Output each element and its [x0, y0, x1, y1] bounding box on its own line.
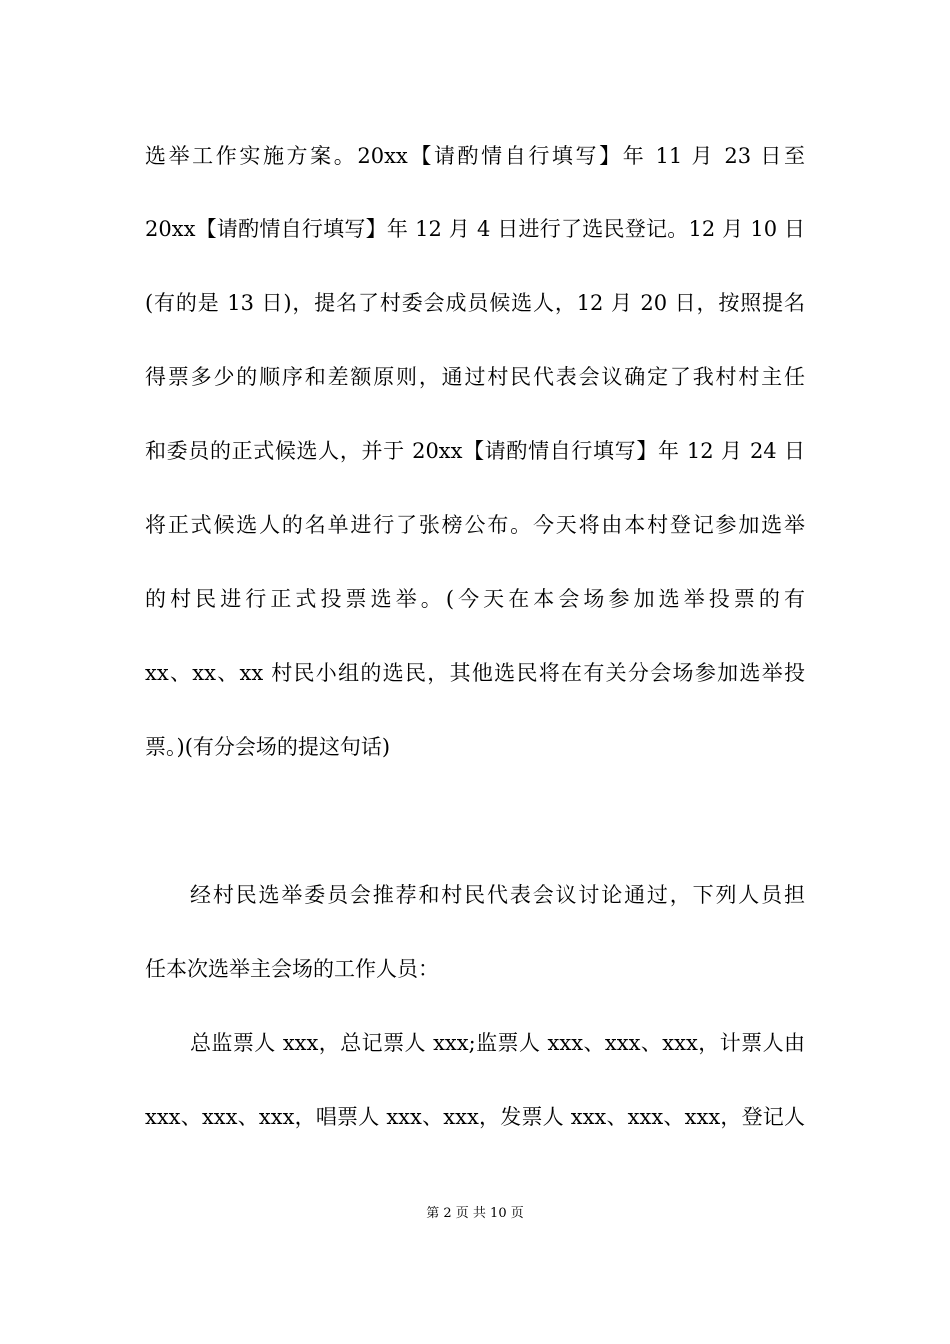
- text-line: 将正式候选人的名单进行了张榜公布。今天将由本村登记参加选举: [145, 513, 805, 537]
- text-line: 总监票人 xxx，总记票人 xxx;监票人 xxx、xxx、xxx，计票人由: [190, 1031, 805, 1055]
- text-line: 经村民选举委员会推荐和村民代表会议讨论通过，下列人员担: [190, 883, 805, 907]
- page-number-footer: 第 2 页 共 10 页: [426, 1206, 524, 1221]
- text-line: 20xx【请酌情自行填写】年 12 月 4 日进行了选民登记。12 月 10 日: [145, 217, 805, 241]
- text-line: 选举工作实施方案。20xx【请酌情自行填写】年 11 月 23 日至: [145, 144, 805, 168]
- text-line: 任本次选举主会场的工作人员：: [145, 957, 439, 981]
- text-line: (有的是 13 日)，提名了村委会成员候选人，12 月 20 日，按照提名: [145, 291, 805, 315]
- text-line: 的村民进行正式投票选举。(今天在本会场参加选举投票的有: [145, 587, 805, 611]
- text-line: 票。)(有分会场的提这句话): [145, 735, 391, 759]
- text-line: 和委员的正式候选人，并于 20xx【请酌情自行填写】年 12 月 24 日: [145, 439, 805, 463]
- text-line: 得票多少的顺序和差额原则，通过村民代表会议确定了我村村主任: [145, 365, 805, 389]
- text-line: xx、xx、xx 村民小组的选民，其他选民将在有关分会场参加选举投: [145, 661, 805, 685]
- text-line: xxx、xxx、xxx，唱票人 xxx、xxx，发票人 xxx、xxx、xxx，登记人: [145, 1105, 805, 1129]
